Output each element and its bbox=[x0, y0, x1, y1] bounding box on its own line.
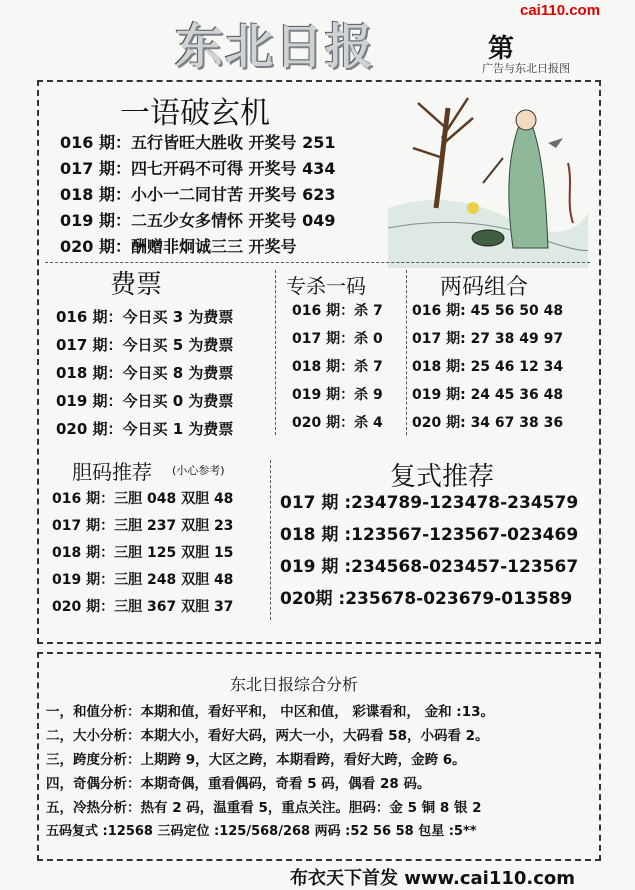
masthead-title: 东北日报 bbox=[175, 19, 376, 75]
analysis-list bbox=[46, 700, 494, 844]
list-item: 016 期：今日买 3 为费票 bbox=[56, 308, 234, 326]
list-item: 019 期：杀 9 bbox=[292, 387, 383, 403]
list-item: 五码复式 :12568 三码定位 :125/568/268 两码 :52 56 58 包星 :5** bbox=[46, 824, 477, 839]
divider bbox=[45, 262, 590, 263]
list-item: 五，冷热分析：热有 2 码，温重看 5，重点关注。胆码：金 5 铜 8 银 2 bbox=[46, 800, 482, 816]
zhuansha-title: 专杀一码 bbox=[286, 274, 366, 298]
yiyu-title: 一语破玄机 bbox=[120, 96, 270, 131]
fushi-list bbox=[280, 488, 578, 616]
divider bbox=[275, 270, 276, 435]
list-item: 三，跨度分析：上期跨 9，大区之跨，本期看跨，看好大跨，金跨 6。 bbox=[46, 752, 466, 768]
list-item: 019 期：三胆 248 双胆 48 bbox=[52, 572, 234, 588]
list-item: 020 期: 34 67 38 36 bbox=[412, 415, 564, 431]
sage-scene-image bbox=[388, 88, 588, 268]
list-item: 020 期：杀 4 bbox=[292, 415, 383, 431]
footer-banner: 布衣天下首发 www.cai110.com bbox=[290, 868, 576, 889]
list-item: 020期 :235678-023679-013589 bbox=[280, 589, 573, 609]
list-item: 020 期：酬赠非炯诚三三 开奖号 bbox=[60, 237, 297, 256]
list-item: 017 期 :234789-123478-234579 bbox=[280, 493, 579, 513]
list-item: 018 期：小小一二同甘苦 开奖号 623 bbox=[60, 185, 336, 204]
list-item: 018 期：今日买 8 为费票 bbox=[56, 364, 234, 382]
list-item: 019 期：二五少女多情怀 开奖号 049 bbox=[60, 211, 336, 230]
danma-list bbox=[52, 488, 233, 623]
list-item: 018 期：杀 7 bbox=[292, 359, 383, 375]
divider bbox=[270, 460, 271, 620]
list-item: 018 期 :123567-123567-023469 bbox=[280, 525, 579, 545]
list-item: 017 期: 27 38 49 97 bbox=[412, 331, 564, 347]
list-item: 017 期：三胆 237 双胆 23 bbox=[52, 518, 234, 534]
list-item: 020 期：今日买 1 为费票 bbox=[56, 420, 234, 438]
list-item: 019 期: 24 45 36 48 bbox=[412, 387, 564, 403]
feipiao-title: 费票 bbox=[110, 270, 163, 300]
zhuansha-list bbox=[292, 300, 383, 440]
list-item: 四，奇偶分析：本期奇偶，重看偶码，奇看 5 码，偶看 28 码。 bbox=[46, 776, 431, 792]
analysis-title: 东北日报综合分析 bbox=[230, 675, 359, 694]
divider bbox=[406, 270, 407, 435]
ad-note: 广告与东北日报图 bbox=[482, 62, 570, 75]
danma-subtitle: (小心参考) bbox=[172, 464, 225, 477]
list-item: 二，大小分析：本期大小，看好大码，两大一小，大码看 58，小码看 2。 bbox=[46, 728, 489, 744]
list-item: 017 期：四七开码不可得 开奖号 434 bbox=[60, 159, 336, 178]
list-item: 018 期：三胆 125 双胆 15 bbox=[52, 545, 234, 561]
liangma-list bbox=[412, 300, 563, 440]
list-item: 016 期：五行皆旺大胜收 开奖号 251 bbox=[60, 133, 336, 152]
list-item: 016 期：杀 7 bbox=[292, 303, 383, 319]
liangma-title: 两码组合 bbox=[440, 275, 529, 300]
sage-illustration bbox=[388, 88, 588, 268]
feipiao-list bbox=[56, 306, 233, 446]
list-item: 016 期：三胆 048 双胆 48 bbox=[52, 491, 234, 507]
issue-char: 第 bbox=[488, 34, 515, 64]
list-item: 一，和值分析：本期和值，看好平和， 中区和值， 彩谍看和， 金和 :13。 bbox=[46, 704, 494, 720]
list-item: 017 期：今日买 5 为费票 bbox=[56, 336, 234, 354]
site-watermark: cai110.com bbox=[520, 2, 601, 19]
fushi-title: 复式推荐 bbox=[390, 462, 495, 492]
list-item: 016 期: 45 56 50 48 bbox=[412, 303, 564, 319]
list-item: 019 期：今日买 0 为费票 bbox=[56, 392, 234, 410]
list-item: 018 期: 25 46 12 34 bbox=[412, 359, 564, 375]
list-item: 019 期 :234568-023457-123567 bbox=[280, 557, 579, 577]
list-item: 020 期：三胆 367 双胆 37 bbox=[52, 599, 234, 615]
list-item: 017 期：杀 0 bbox=[292, 331, 383, 347]
danma-title: 胆码推荐 bbox=[72, 460, 152, 484]
yiyu-list bbox=[60, 130, 336, 260]
